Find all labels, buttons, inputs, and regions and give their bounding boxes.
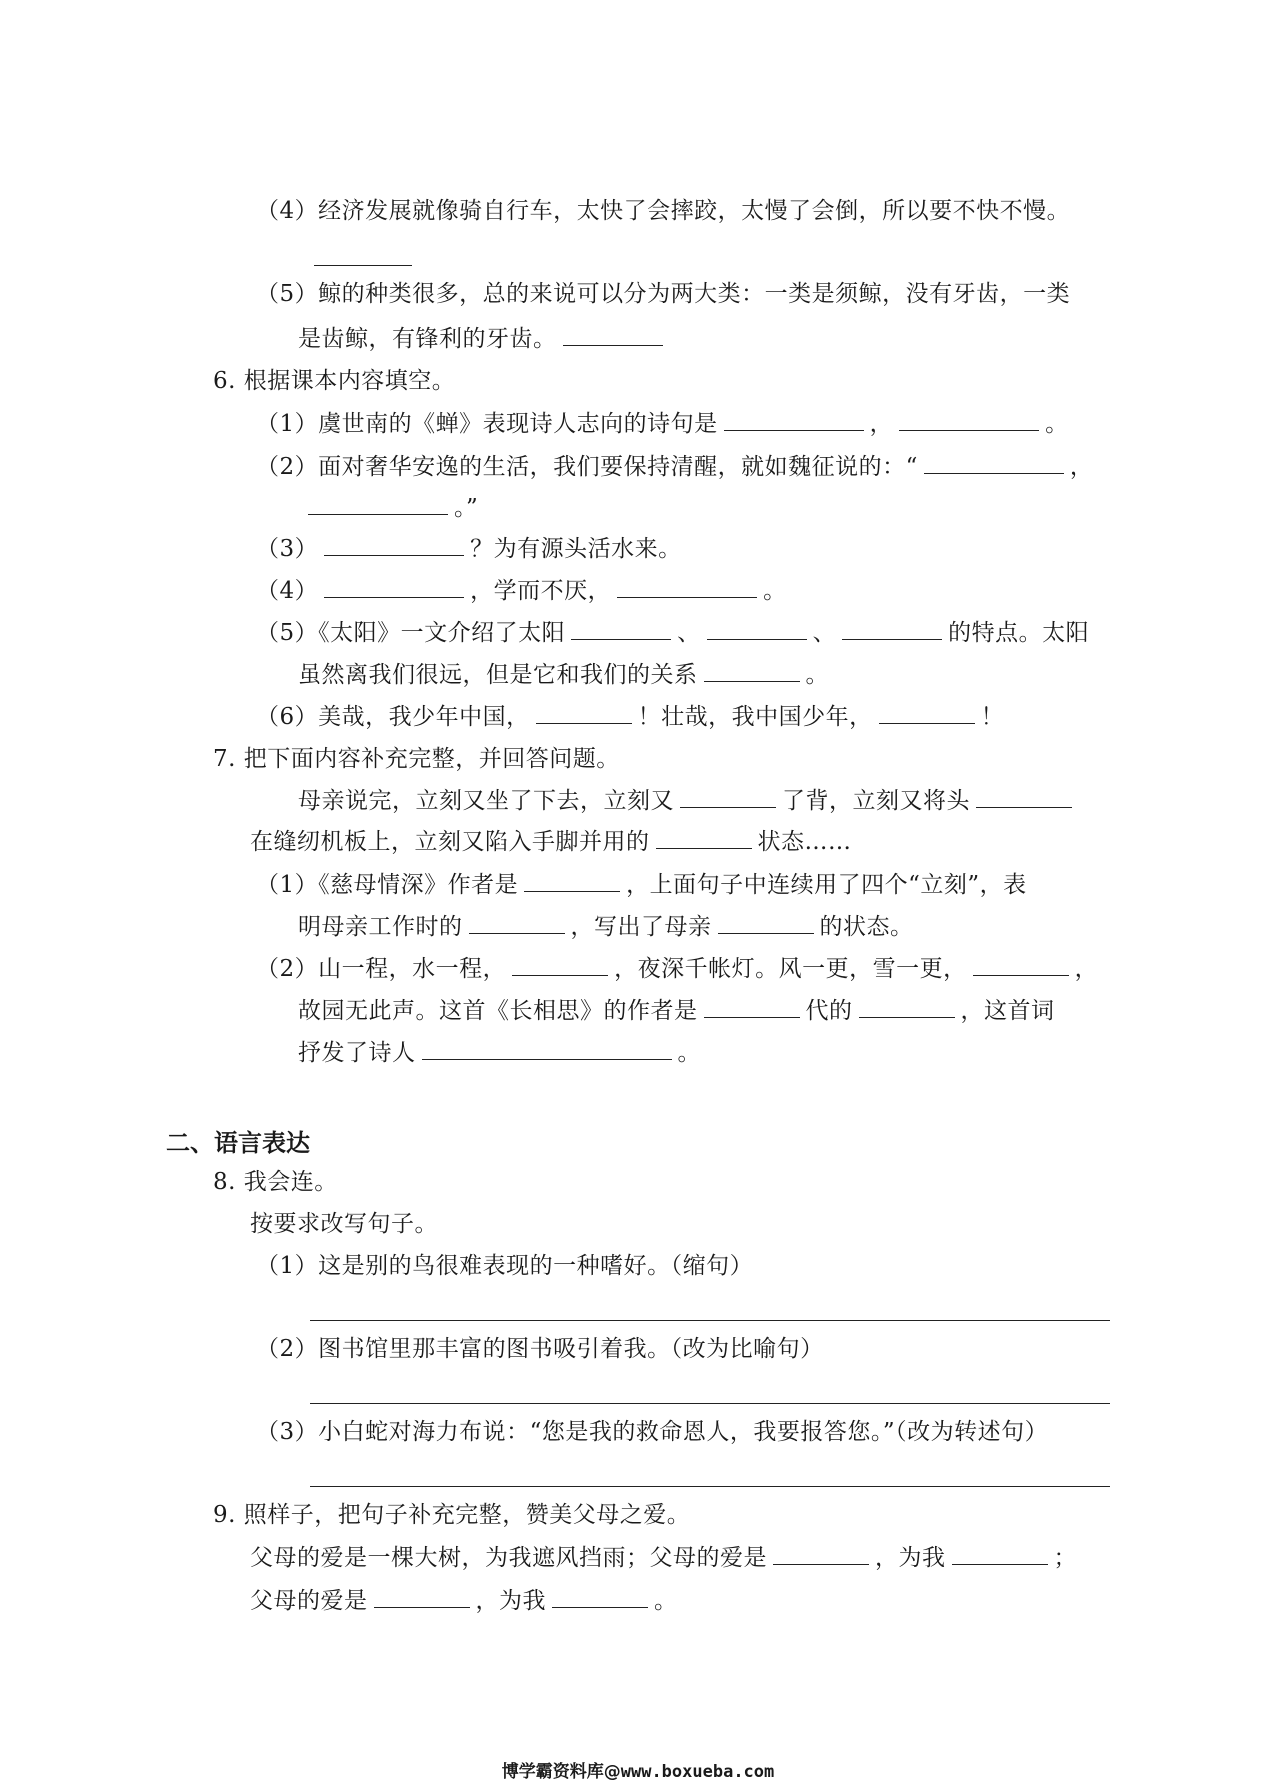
q5-item5-line2: 是齿鲸，有锋利的牙齿。 (298, 323, 669, 354)
q5-item5-line1: （5）鲸的种类很多，总的来说可以分为两大类：一类是须鲸，没有牙齿，一类 (256, 281, 1071, 307)
answer-blank[interactable] (952, 1542, 1048, 1565)
answer-blank[interactable] (704, 659, 800, 682)
q8-subtitle: 按要求改写句子。 (250, 1211, 438, 1237)
q8-item3: （3）小白蛇对海力布说：“您是我的救命恩人，我要报答您。”（改为转述句） (256, 1419, 1049, 1445)
q7-passage-line1: 母亲说完，立刻又坐了下去，立刻又 了背，立刻又将头 (298, 785, 1078, 816)
q6-item1: （1）虞世南的《蝉》表现诗人志向的诗句是 ， 。 (256, 408, 1069, 439)
answer-blank[interactable] (724, 408, 864, 431)
answer-blank[interactable] (973, 953, 1069, 976)
answer-blank[interactable] (842, 617, 942, 640)
q6-item5-line2: 虽然离我们很远，但是它和我们的关系 。 (298, 659, 829, 690)
q8-item2-answer-line[interactable] (310, 1403, 1110, 1404)
answer-blank[interactable] (924, 451, 1064, 474)
q5-item5-answer-blank[interactable] (563, 323, 663, 346)
answer-blank[interactable] (324, 575, 464, 598)
q9-line1: 父母的爱是一棵大树，为我遮风挡雨；父母的爱是 ，为我 ； (250, 1542, 1077, 1573)
answer-blank[interactable] (422, 1037, 672, 1060)
q6-item5-line1: （5）《太阳》一文介绍了太阳 、 、 的特点。太阳 (256, 617, 1089, 648)
q9-line2: 父母的爱是 ，为我 。 (250, 1585, 678, 1616)
q7-passage-line2: 在缝纫机板上，立刻又陷入手脚并用的 状态…… (250, 826, 852, 857)
q6-item3: （3） ？为有源头活水来。 (256, 533, 682, 564)
q7-sub2-line3: 抒发了诗人 。 (298, 1037, 701, 1068)
q6-item4: （4） ，学而不厌， 。 (256, 575, 787, 606)
q6-title: 6. 根据课本内容填空。 (213, 368, 456, 394)
answer-blank[interactable] (374, 1585, 470, 1608)
answer-blank[interactable] (571, 617, 671, 640)
q6-item2-line2: 。” (308, 492, 478, 523)
answer-blank[interactable] (656, 826, 752, 849)
answer-blank[interactable] (707, 617, 807, 640)
answer-blank[interactable] (899, 408, 1039, 431)
q7-sub1-line2: 明母亲工作时的 ，写出了母亲 的状态。 (298, 911, 914, 942)
q8-item1: （1）这是别的鸟很难表现的一种嗜好。（缩句） (256, 1253, 754, 1279)
answer-blank[interactable] (859, 995, 955, 1018)
answer-blank[interactable] (308, 492, 448, 515)
q7-sub2-line1: （2）山一程，水一程， ，夜深千帐灯。风一更，雪一更， ， (256, 953, 1098, 984)
answer-blank[interactable] (512, 953, 608, 976)
q8-item2: （2）图书馆里那丰富的图书吸引着我。（改为比喻句） (256, 1336, 824, 1362)
q8-item1-answer-line[interactable] (310, 1320, 1110, 1321)
section-title: 二、语言表达 (166, 1129, 310, 1157)
q7-title: 7. 把下面内容补充完整，并回答问题。 (213, 746, 620, 772)
answer-blank[interactable] (524, 869, 620, 892)
q5-item4: （4）经济发展就像骑自行车，太快了会摔跤，太慢了会倒，所以要不快不慢。 (256, 198, 1071, 224)
q8-title: 8. 我会连。 (213, 1169, 338, 1195)
answer-blank[interactable] (680, 785, 776, 808)
answer-blank[interactable] (879, 701, 975, 724)
answer-blank[interactable] (718, 911, 814, 934)
answer-blank[interactable] (324, 533, 464, 556)
q8-item3-answer-line[interactable] (310, 1486, 1110, 1487)
q6-item2-line1: （2）面对奢华安逸的生活，我们要保持清醒，就如魏征说的：“ ， (256, 451, 1093, 482)
q9-title: 9. 照样子，把句子补充完整，赞美父母之爱。 (213, 1502, 691, 1528)
answer-blank[interactable] (617, 575, 757, 598)
answer-blank[interactable] (469, 911, 565, 934)
q7-sub2-line2: 故园无此声。这首《长相思》的作者是 代的 ，这首词 (298, 995, 1055, 1026)
q5-item4-answer-blank[interactable] (314, 265, 412, 266)
answer-blank[interactable] (773, 1542, 869, 1565)
answer-blank[interactable] (552, 1585, 648, 1608)
q7-sub1-line1: （1）《慈母情深》作者是 ，上面句子中连续用了四个“立刻”，表 (256, 869, 1027, 900)
answer-blank[interactable] (536, 701, 632, 724)
footer-watermark: 博学霸资料库@www.boxueba.com (501, 1762, 775, 1782)
q6-item6: （6）美哉，我少年中国， ！壮哉，我中国少年， ！ (256, 701, 1004, 732)
answer-blank[interactable] (704, 995, 800, 1018)
answer-blank[interactable] (976, 785, 1072, 808)
